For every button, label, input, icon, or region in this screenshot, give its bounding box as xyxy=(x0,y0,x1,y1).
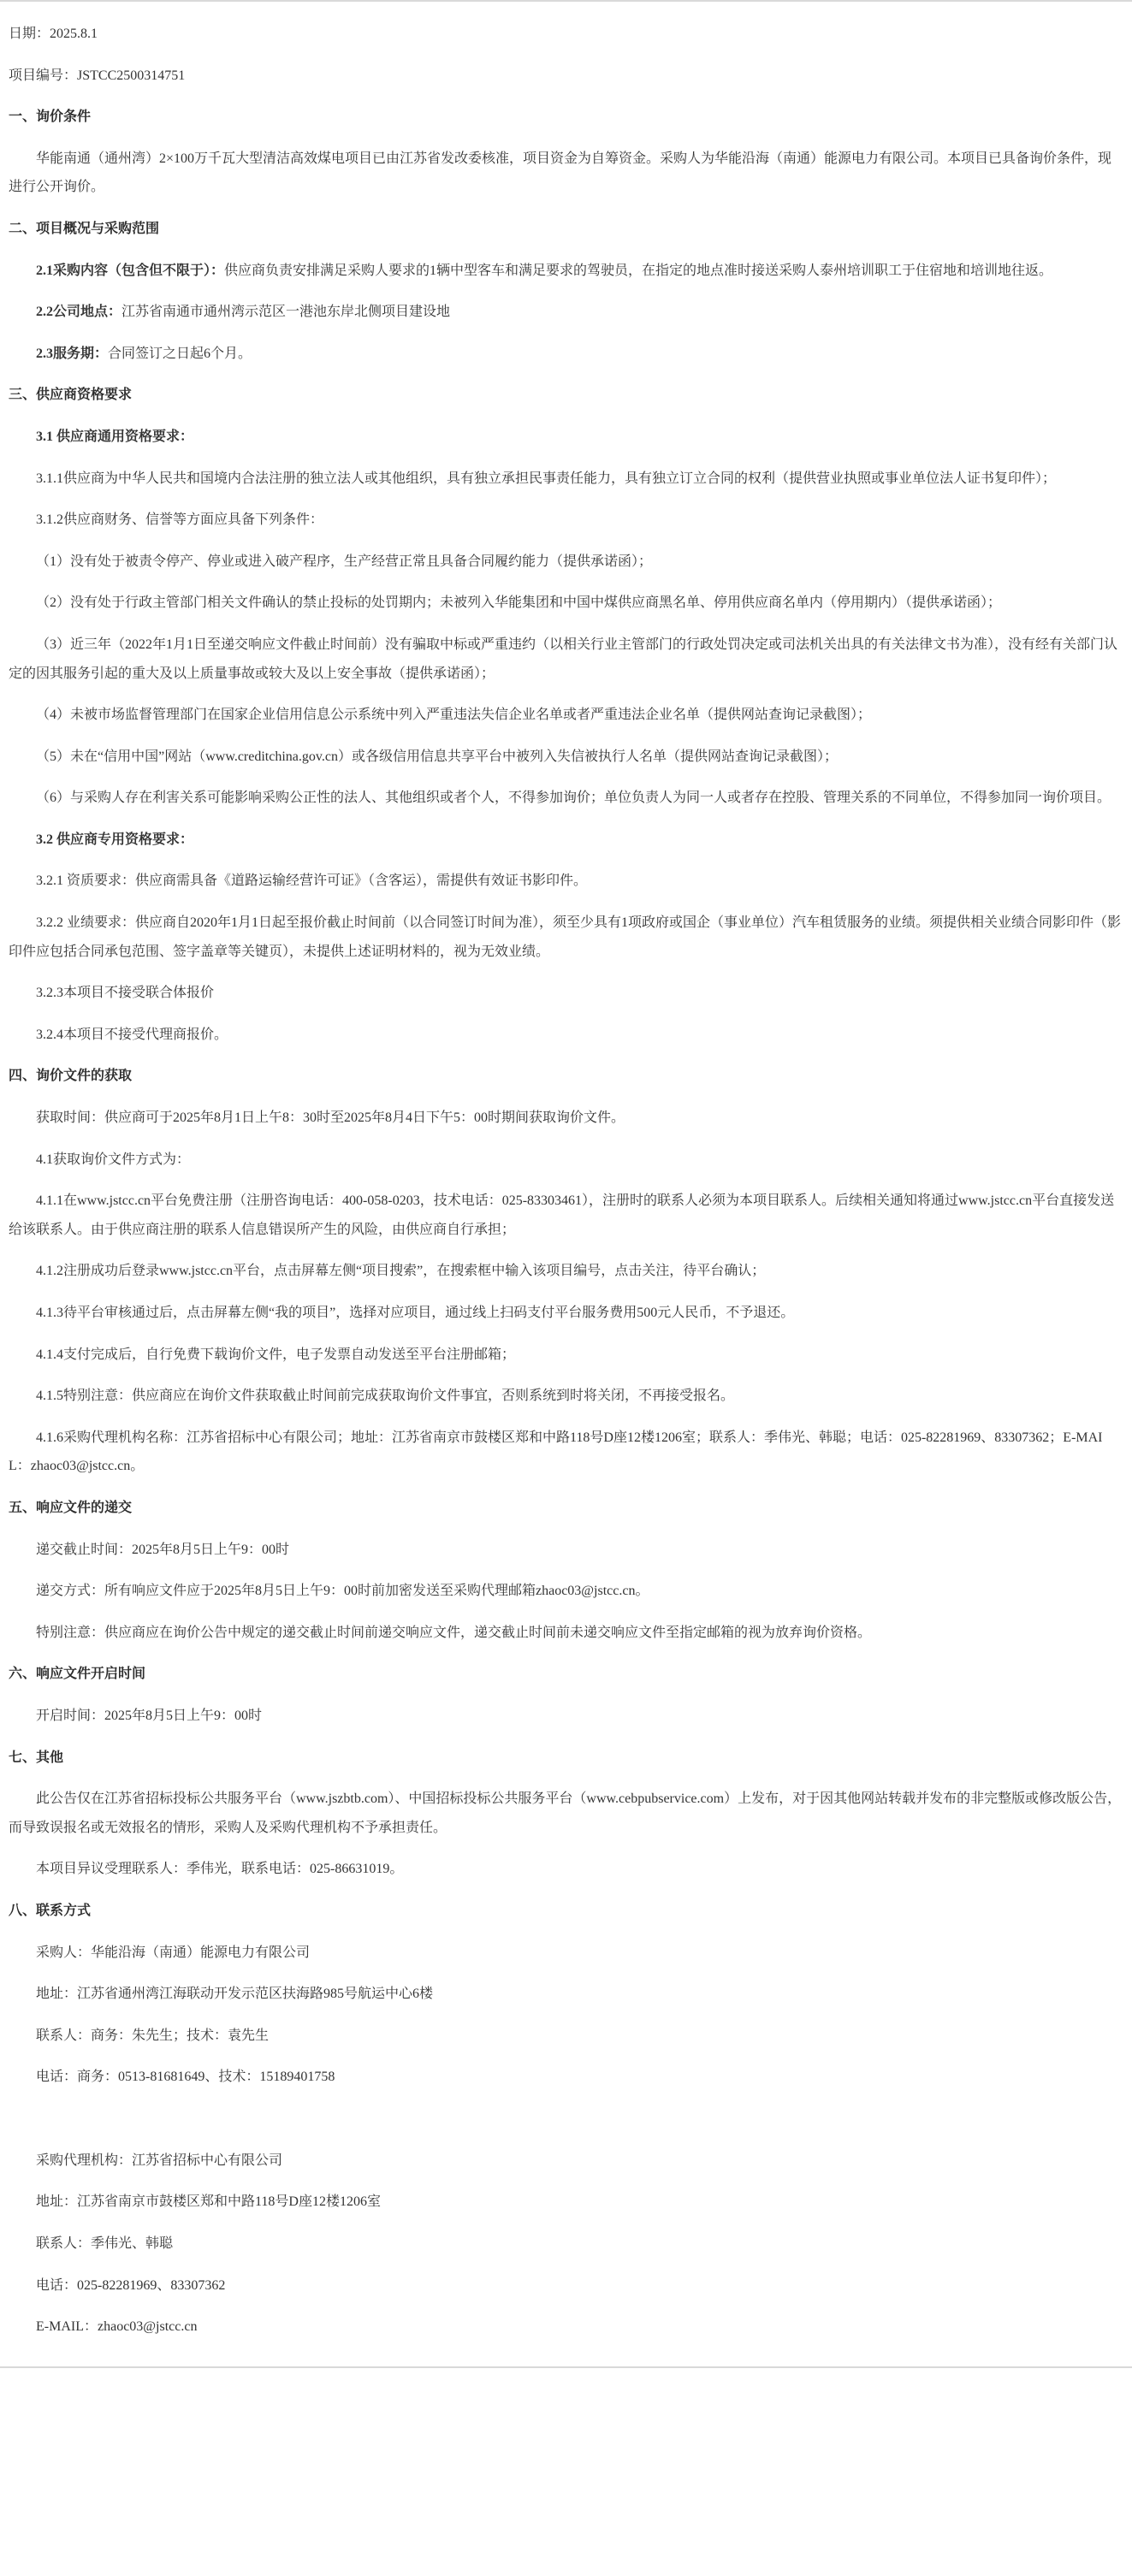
paragraph: 4.1.5特别注意：供应商应在询价文件获取截止时间前完成获取询价文件事宜，否则系统到时将关闭，不再接受报名。 xyxy=(36,1389,735,1404)
section-heading: 二、项目概况与采购范围 xyxy=(9,221,160,236)
paragraph: （1）没有处于被责令停产、停业或进入破产程序，生产经营正常且具备合同履约能力（提供承诺函）； xyxy=(36,554,653,569)
paragraph: 采购人：华能沿海（南通）能源电力有限公司 xyxy=(36,1945,311,1960)
paragraph: 采购代理机构：江苏省招标中心有限公司 xyxy=(36,2153,283,2168)
paragraph: 4.1.4支付完成后，自行免费下载询价文件，电子发票自动发送至平台注册邮箱； xyxy=(36,1347,516,1362)
paragraph: 3.1.1供应商为中华人民共和国境内合法注册的独立法人或其他组织，具有独立承担民事责任能力，具有独立订立合同的权利（提供营业执照或事业单位法人证书复印件）； xyxy=(36,471,1057,486)
paragraph xyxy=(9,298,1123,327)
section-heading: 六、响应文件开启时间 xyxy=(9,1667,146,1682)
paragraph: （6）与采购人存在利害关系可能影响采购公正性的法人、其他组织或者个人，不得参加询价；单位负责人为同一人或者存在控股、管理关系的不同单位，不得参加同一询价项目。 xyxy=(36,791,1111,806)
section-heading: 七、其他 xyxy=(9,1750,64,1765)
paragraph xyxy=(9,257,1123,286)
paragraph: 项目编号：JSTCC2500314751 xyxy=(9,68,186,83)
paragraph: 4.1获取询价文件方式为： xyxy=(36,1152,191,1167)
spacer xyxy=(9,2105,1123,2134)
paragraph-text: 合同签订之日起6个月。 xyxy=(108,346,252,361)
section-heading: 一、询价条件 xyxy=(9,110,92,125)
paragraph xyxy=(9,826,1123,855)
section-heading: 八、联系方式 xyxy=(9,1903,92,1918)
paragraph: E-MAIL：zhaoc03@jstcc.cn xyxy=(36,2319,198,2335)
paragraph-text: 供应商负责安排满足采购人要求的1辆中型客车和满足要求的驾驶员，在指定的地点准时接送采购人泰州培训职工于住宿地和培训地往返。 xyxy=(224,263,1053,278)
paragraph: 3.2.3本项目不接受联合体报价 xyxy=(36,986,215,1001)
paragraph: 日期：2025.8.1 xyxy=(9,27,98,41)
paragraph: 地址：江苏省南京市鼓楼区郑和中路118号D座12楼1206室 xyxy=(36,2194,381,2210)
paragraph: 3.2.2 业绩要求：供应商自2020年1月1日起至报价截止时间前（以合同签订时间为准），须至少具有1项政府或国企（事业单位）汽车租赁服务的业绩。须提供相关业绩合同影印件（影印件应包括合同承包范围、签字盖章等关键页），未提供上述证明材料的，视为无效业绩。 xyxy=(9,915,1122,959)
paragraph: 特别注意：供应商应在询价公告中规定的递交截止时间前递交响应文件，递交截止时间前未递交响应文件至指定邮箱的视为放弃询价资格。 xyxy=(36,1625,872,1640)
paragraph: 3.1.2供应商财务、信誉等方面应具备下列条件： xyxy=(36,512,324,528)
paragraph: 联系人：商务：朱先生；技术：袁先生 xyxy=(36,2028,270,2043)
paragraph xyxy=(9,423,1123,452)
paragraph: （3）近三年（2022年1月1日至递交响应文件截止时间前）没有骗取中标或严重违约（以相关行业主管部门的行政处罚决定或司法机关出具的有关法律文书为准），没有经有关部门认定的因其服务引起的重大及以上质量事故或较大及以上安全事故（提供承诺函）； xyxy=(9,637,1118,681)
paragraph: 联系人：季伟光、韩聪 xyxy=(36,2236,174,2252)
paragraph: 4.1.3待平台审核通过后，点击屏幕左侧“我的项目”，选择对应项目，通过线上扫码支付平台服务费用500元人民币，不予退还。 xyxy=(36,1306,795,1320)
document-body xyxy=(9,20,1123,2342)
paragraph: 本项目异议受理联系人：季伟光，联系电话：025-86631019。 xyxy=(36,1862,404,1877)
paragraph-lead: 3.2 供应商专用资格要求： xyxy=(36,832,194,847)
paragraph: 开启时间：2025年8月5日上午9：00时 xyxy=(36,1708,263,1723)
section-heading: 三、供应商资格要求 xyxy=(9,388,133,403)
paragraph xyxy=(9,340,1123,369)
paragraph: 3.2.4本项目不接受代理商报价。 xyxy=(36,1027,228,1042)
paragraph: 递交方式：所有响应文件应于2025年8月5日上午9：00时前加密发送至采购代理邮箱zhaoc03@jstcc.cn。 xyxy=(36,1584,649,1599)
paragraph: 4.1.6采购代理机构名称：江苏省招标中心有限公司；地址：江苏省南京市鼓楼区郑和中路118号D座12楼1206室；联系人：季伟光、韩聪；电话：025-82281969、83307362；E-MAIL：zhaoc03@jstcc.cn。 xyxy=(9,1430,1103,1474)
paragraph: 地址：江苏省通州湾江海联动开发示范区扶海路985号航运中心6楼 xyxy=(36,1987,434,2002)
paragraph: （4）未被市场监督管理部门在国家企业信用信息公示系统中列入严重违法失信企业名单或者严重违法企业名单（提供网站查询记录截图）； xyxy=(36,708,872,723)
paragraph-text: 江苏省南通市通州湾示范区一港池东岸北侧项目建设地 xyxy=(121,305,451,320)
paragraph-lead: 2.2公司地点： xyxy=(36,305,122,320)
section-heading: 四、询价文件的获取 xyxy=(9,1069,133,1084)
paragraph: 华能南通（通州湾）2×100万千瓦大型清洁高效煤电项目已由江苏省发改委核准，项目资金为自筹资金。采购人为华能沿海（南通）能源电力有限公司。本项目已具备询价条件，现进行公开询价。 xyxy=(9,151,1112,195)
section-heading: 五、响应文件的递交 xyxy=(9,1500,133,1515)
paragraph: 4.1.2注册成功后登录www.jstcc.cn平台，点击屏幕左侧“项目搜索”，在搜索框中输入该项目编号，点击关注，待平台确认； xyxy=(36,1264,766,1279)
paragraph: （2）没有处于行政主管部门相关文件确认的禁止投标的处罚期内；未被列入华能集团和中国中煤供应商黑名单、停用供应商名单内（停用期内）（提供承诺函）； xyxy=(36,595,1002,611)
paragraph-lead: 3.1 供应商通用资格要求： xyxy=(36,429,194,444)
paragraph-lead: 2.3服务期： xyxy=(36,346,109,361)
paragraph: （5）未在“信用中国”网站（www.creditchina.gov.cn）或各级信用信息共享平台中被列入失信被执行人名单（提供网站查询记录截图）； xyxy=(36,749,838,764)
paragraph: 电话：商务：0513-81681649、技术：15189401758 xyxy=(36,2070,335,2085)
paragraph: 此公告仅在江苏省招标投标公共服务平台（www.jszbtb.com）、中国招标投标公共服务平台（www.cebpubservice.com）上发布，对于因其他网站转载并发布的非完整版或修改版公告，而导致误报名或无效报名的情形，采购人及采购代理机构不予承担责任。 xyxy=(9,1791,1122,1835)
paragraph-lead: 2.1采购内容（包含但不限于）： xyxy=(36,263,225,278)
paragraph: 递交截止时间：2025年8月5日上午9：00时 xyxy=(36,1542,290,1557)
paragraph: 4.1.1在www.jstcc.cn平台免费注册（注册咨询电话：400-058-0203，技术电话：025-83303461），注册时的联系人必须为本项目联系人。后续相关通知将通过www.jstcc.cn平台直接发送给该联系人。由于供应商注册的联系人信息错误所产生的风险，由供应商自行承担； xyxy=(9,1193,1115,1237)
paragraph: 获取时间：供应商可于2025年8月1日上午8：30时至2025年8月4日下午5：00时期间获取询价文件。 xyxy=(36,1110,625,1126)
paragraph: 3.2.1 资质要求：供应商需具备《道路运输经营许可证》（含客运），需提供有效证书影印件。 xyxy=(36,873,588,889)
paragraph: 电话：025-82281969、83307362 xyxy=(36,2277,226,2293)
